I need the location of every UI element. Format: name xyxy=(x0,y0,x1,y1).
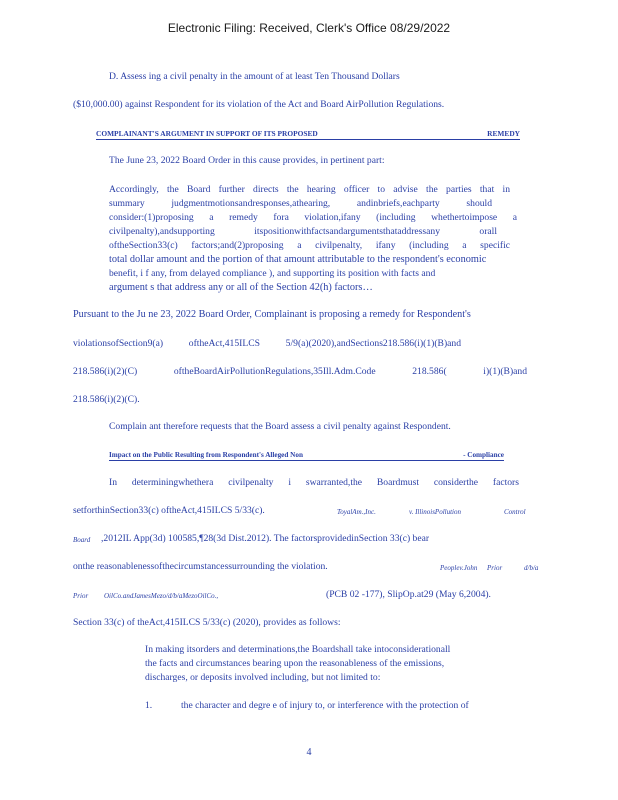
para3-line-6: Section 33(c) of theAct,415ILCS 5/33(c) (2020), provides as follows: xyxy=(73,617,341,628)
item-1-number: 1. xyxy=(145,700,153,711)
intro-sentence: The June 23, 2022 Board Order in this cause provides, in pertinent part: xyxy=(109,155,385,166)
para3-line-4a: onthe reasonablenessofthecircumstancessurrounding the violation. xyxy=(73,561,328,572)
item-d-line-1: D. Assess ing a civil penalty in the amount of at least Ten Thousand Dollars xyxy=(109,71,400,82)
para3-line-3b: ,2012IL App(3d) 100585,¶28(3d Dist.2012). The factorsprovidedinSection 33(c) bear xyxy=(101,533,430,544)
page-number: 4 xyxy=(306,747,312,758)
para3-line-5c: (PCB 02 -177), SlipOp.at29 (May 6,2004). xyxy=(326,589,491,600)
para3-line-5a: Prior xyxy=(73,592,89,600)
quote1-line-1: Accordingly, the Board further directs the hearing officer to advise the parties that in xyxy=(109,184,510,195)
para3-line-2b: ToyalAm.,Inc. xyxy=(337,508,376,516)
para3-line-3a: Board xyxy=(73,536,91,544)
request-sentence: Complain ant therefore requests that the Board assess a civil penalty against Respondent. xyxy=(109,421,451,432)
para3-line-2a: setforthinSection33(c) oftheAct,415ILCS 5/33(c). xyxy=(73,505,265,516)
filing-header: Electronic Filing: Received, Clerk's Office 08/29/2022 xyxy=(167,21,451,35)
section-heading-argument-right: REMEDY xyxy=(487,129,520,138)
quote1-line-8: argument s that address any or all of the Section 42(h) factors… xyxy=(109,282,373,293)
para3-line-5b: OilCo.andJamesMezo/d/b/aMezoOilCo., xyxy=(104,592,219,600)
quote2-line-3: discharges, or deposits involved including, but not limited to: xyxy=(145,672,381,683)
para3-line-4d: d/b/a xyxy=(524,564,539,572)
quote1-line-6: total dollar amount and the portion of that amount attributable to the respondent's economic xyxy=(109,254,487,265)
para2-line-1: Pursuant to the Ju ne 23, 2022 Board Order, Complainant is proposing a remedy for Respondent's xyxy=(73,309,471,320)
para2-line-2: violationsofSection9(a) oftheAct,415ILCS 5/9(a)(2020),andSections218.586(i)(1)(B)and xyxy=(73,338,461,349)
item-1-text: the character and degre e of injury to, or interference with the protection of xyxy=(181,700,469,711)
quote2-line-1: In making itsorders and determinations,the Boardshall take intoconsiderationall xyxy=(145,644,451,655)
section-heading-impact-left: Impact on the Public Resulting from Respondent's Alleged Non xyxy=(109,451,303,459)
para3-line-2d: Control xyxy=(504,508,526,516)
quote1-line-3: consider:(1)proposing a remedy fora violation,ifany (including whethertoimpose a xyxy=(109,212,517,223)
para2-line-4: 218.586(i)(2)(C). xyxy=(73,394,140,405)
section-heading-impact xyxy=(109,450,504,461)
quote1-line-5: oftheSection33(c) factors;and(2)proposing a civilpenalty, ifany (including a specific xyxy=(109,240,510,251)
quote1-line-4: civilpenalty),andsupporting itspositionwithfactsandargumentsthataddressany orall xyxy=(109,226,497,237)
section-heading-impact-right: - Compliance xyxy=(463,451,504,459)
section-heading-argument xyxy=(96,129,520,140)
section-heading-argument-left: COMPLAINANT'S ARGUMENT IN SUPPORT OF ITS PROPOSED xyxy=(96,129,318,138)
quote1-line-7: benefit, i f any, from delayed compliance ), and supporting its position with facts and xyxy=(109,268,436,279)
para3-line-4b: Peoplev.John xyxy=(440,564,478,572)
para3-line-4c: Prior xyxy=(487,564,503,572)
quote1-line-2: summary judgmentmotionsandresponses,athearing, andinbriefs,eachparty should xyxy=(109,198,492,209)
para2-line-3: 218.586(i)(2)(C) oftheBoardAirPollutionRegulations,35Ill.Adm.Code 218.586( i)(1)(B)and xyxy=(73,366,527,377)
para3-line-2c: v. IllinoisPollution xyxy=(409,508,461,516)
para3-line-1: In determiningwhethera civilpenalty i swarranted,the Boardmust considerthe factors xyxy=(109,477,519,488)
item-d-line-2: ($10,000.00) against Respondent for its violation of the Act and Board AirPollution Regulations. xyxy=(73,99,445,110)
quote2-line-2: the facts and circumstances bearing upon the reasonableness of the emissions, xyxy=(145,658,445,669)
